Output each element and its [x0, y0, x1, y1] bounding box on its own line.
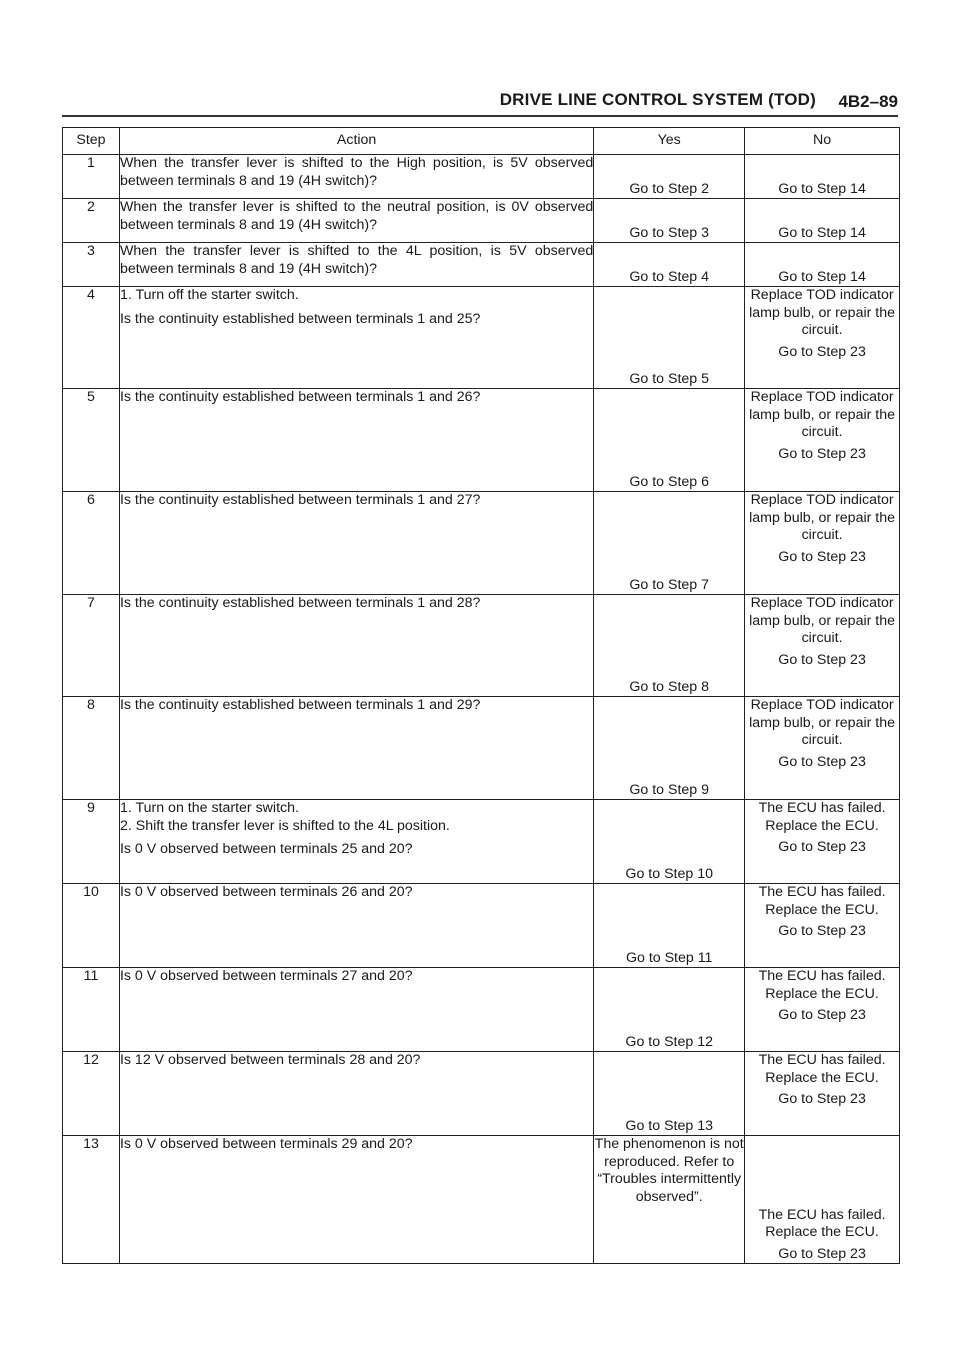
action-text: Is the continuity established between terminals 1 and 25?	[119, 310, 481, 327]
action-cell	[119, 155, 593, 199]
action-text: Is the continuity established between terminals 1 and 27?	[119, 492, 481, 508]
no-text: Replace TOD indicator lamp bulb, or repair the circuit.	[749, 492, 896, 543]
step-number: 8	[63, 697, 120, 800]
table-row	[63, 1052, 900, 1136]
yes-text: Go to Step 8	[629, 678, 710, 695]
column-header-no: No	[745, 128, 900, 155]
no-text: Replace TOD indicator lamp bulb, or repair the circuit.	[749, 389, 896, 440]
yes-cell	[594, 884, 745, 968]
step-number: 13	[63, 1136, 120, 1264]
action-text: Is the continuity established between terminals 1 and 28?	[119, 595, 481, 611]
action-cell	[119, 884, 593, 968]
yes-text: Go to Step 7	[629, 576, 710, 593]
no-text: Replace TOD indicator lamp bulb, or repair the circuit.	[749, 287, 896, 338]
page-number: 4B2–89	[838, 92, 898, 111]
no-text: The ECU has failed. Replace the ECU.	[758, 884, 886, 918]
table-body	[63, 155, 900, 1264]
table-row	[63, 968, 900, 1052]
no-text: The ECU has failed. Replace the ECU.	[758, 1052, 886, 1086]
no-text: Go to Step 23	[778, 343, 866, 360]
no-text: Go to Step 23	[778, 548, 866, 565]
no-cell	[745, 1136, 900, 1264]
yes-text: The phenomenon is not reproduced. Refer to “Troubles intermittently observed”.	[594, 1136, 744, 1205]
header-rule	[62, 115, 898, 117]
table-row	[63, 287, 900, 389]
action-cell	[119, 1052, 593, 1136]
step-number: 2	[63, 199, 120, 243]
no-text: Go to Step 23	[778, 839, 866, 855]
step-number: 11	[63, 968, 120, 1052]
yes-cell	[594, 1052, 745, 1136]
no-text: The ECU has failed. Replace the ECU.	[758, 1206, 886, 1240]
no-text: The ECU has failed. Replace the ECU.	[758, 800, 886, 834]
table-row	[63, 389, 900, 492]
action-cell	[119, 697, 593, 800]
action-text: 1. Turn off the starter switch.	[119, 287, 299, 303]
table-row	[63, 492, 900, 595]
step-number: 9	[63, 800, 120, 884]
action-cell	[119, 492, 593, 595]
action-text: When the transfer lever is shifted to the High position, is 5V observed between terminals 8 and 19 (4H switch)?	[119, 155, 594, 189]
yes-cell	[594, 155, 745, 199]
column-header-yes: Yes	[594, 128, 745, 155]
table-row	[63, 800, 900, 884]
yes-text: Go to Step 4	[629, 268, 710, 285]
no-text: Go to Step 23	[778, 923, 866, 939]
action-cell	[119, 287, 593, 389]
yes-cell	[594, 800, 745, 884]
no-cell	[745, 155, 900, 199]
action-text: When the transfer lever is shifted to the 4L position, is 5V observed between terminals 8 and 19 (4H switch)?	[119, 243, 594, 277]
action-cell	[119, 968, 593, 1052]
yes-cell	[594, 243, 745, 287]
action-text: 1. Turn on the starter switch.	[119, 800, 299, 816]
no-text: Go to Step 23	[778, 753, 866, 770]
yes-cell	[594, 492, 745, 595]
no-text: Go to Step 14	[778, 268, 866, 285]
no-cell	[745, 884, 900, 968]
no-cell	[745, 389, 900, 492]
column-header-step: Step	[63, 128, 120, 155]
action-text: When the transfer lever is shifted to the neutral position, is 0V observed between terminals 8 and 19 (4H switch)?	[119, 199, 594, 233]
action-text: Is 12 V observed between terminals 28 and 20?	[119, 1052, 421, 1068]
yes-cell	[594, 968, 745, 1052]
action-text: 2. Shift the transfer lever is shifted to the 4L position.	[119, 817, 450, 834]
action-cell	[119, 595, 593, 697]
column-header-action: Action	[119, 128, 593, 155]
table-row	[63, 1136, 900, 1264]
table-header-row	[63, 128, 900, 155]
no-cell	[745, 243, 900, 287]
no-cell	[745, 492, 900, 595]
action-text: Is 0 V observed between terminals 25 and 20?	[119, 841, 413, 857]
yes-cell	[594, 389, 745, 492]
no-cell	[745, 968, 900, 1052]
yes-cell	[594, 287, 745, 389]
no-cell	[745, 199, 900, 243]
yes-text: Go to Step 11	[625, 949, 713, 966]
yes-text: Go to Step 3	[629, 224, 710, 241]
table-row	[63, 155, 900, 199]
yes-cell	[594, 1136, 745, 1264]
no-text: Replace TOD indicator lamp bulb, or repair the circuit.	[749, 595, 896, 646]
no-text: Go to Step 23	[778, 1007, 866, 1023]
yes-cell	[594, 595, 745, 697]
yes-cell	[594, 697, 745, 800]
action-text: Is 0 V observed between terminals 27 and 20?	[119, 968, 413, 984]
yes-text: Go to Step 13	[625, 1117, 713, 1134]
table-row	[63, 884, 900, 968]
step-number: 1	[63, 155, 120, 199]
action-text: Is 0 V observed between terminals 26 and 20?	[119, 884, 413, 900]
action-cell	[119, 389, 593, 492]
yes-text: Go to Step 12	[625, 1033, 713, 1050]
no-cell	[745, 1052, 900, 1136]
action-text: Is the continuity established between terminals 1 and 26?	[119, 389, 481, 405]
step-number: 7	[63, 595, 120, 697]
page-header	[62, 86, 898, 116]
no-text: Replace TOD indicator lamp bulb, or repair the circuit.	[749, 697, 896, 748]
yes-text: Go to Step 10	[625, 865, 713, 882]
no-cell	[745, 800, 900, 884]
table-row	[63, 199, 900, 243]
action-cell	[119, 199, 593, 243]
no-text: Go to Step 23	[778, 1091, 866, 1107]
table-row	[63, 697, 900, 800]
table-row	[63, 595, 900, 697]
no-text: Go to Step 14	[778, 180, 866, 197]
table-row	[63, 243, 900, 287]
step-number: 10	[63, 884, 120, 968]
no-text: Go to Step 23	[778, 445, 866, 462]
yes-text: Go to Step 6	[629, 473, 710, 490]
step-number: 4	[63, 287, 120, 389]
yes-text: Go to Step 2	[629, 180, 710, 197]
no-text: Go to Step 14	[778, 224, 866, 241]
yes-text: Go to Step 9	[629, 781, 710, 798]
yes-text: Go to Step 5	[629, 370, 710, 387]
step-number: 3	[63, 243, 120, 287]
action-text: Is the continuity established between terminals 1 and 29?	[119, 697, 481, 713]
no-text: The ECU has failed. Replace the ECU.	[758, 968, 886, 1002]
action-cell	[119, 800, 593, 884]
action-cell	[119, 243, 593, 287]
step-number: 5	[63, 389, 120, 492]
step-number: 6	[63, 492, 120, 595]
no-cell	[745, 697, 900, 800]
diagnostic-table	[62, 127, 900, 1264]
no-text: Go to Step 23	[778, 1245, 866, 1262]
no-cell	[745, 287, 900, 389]
no-cell	[745, 595, 900, 697]
yes-cell	[594, 199, 745, 243]
step-number: 12	[63, 1052, 120, 1136]
action-text: Is 0 V observed between terminals 29 and 20?	[119, 1136, 413, 1152]
action-cell	[119, 1136, 593, 1264]
section-title: DRIVE LINE CONTROL SYSTEM (TOD)	[499, 90, 816, 109]
no-text: Go to Step 23	[778, 651, 866, 668]
